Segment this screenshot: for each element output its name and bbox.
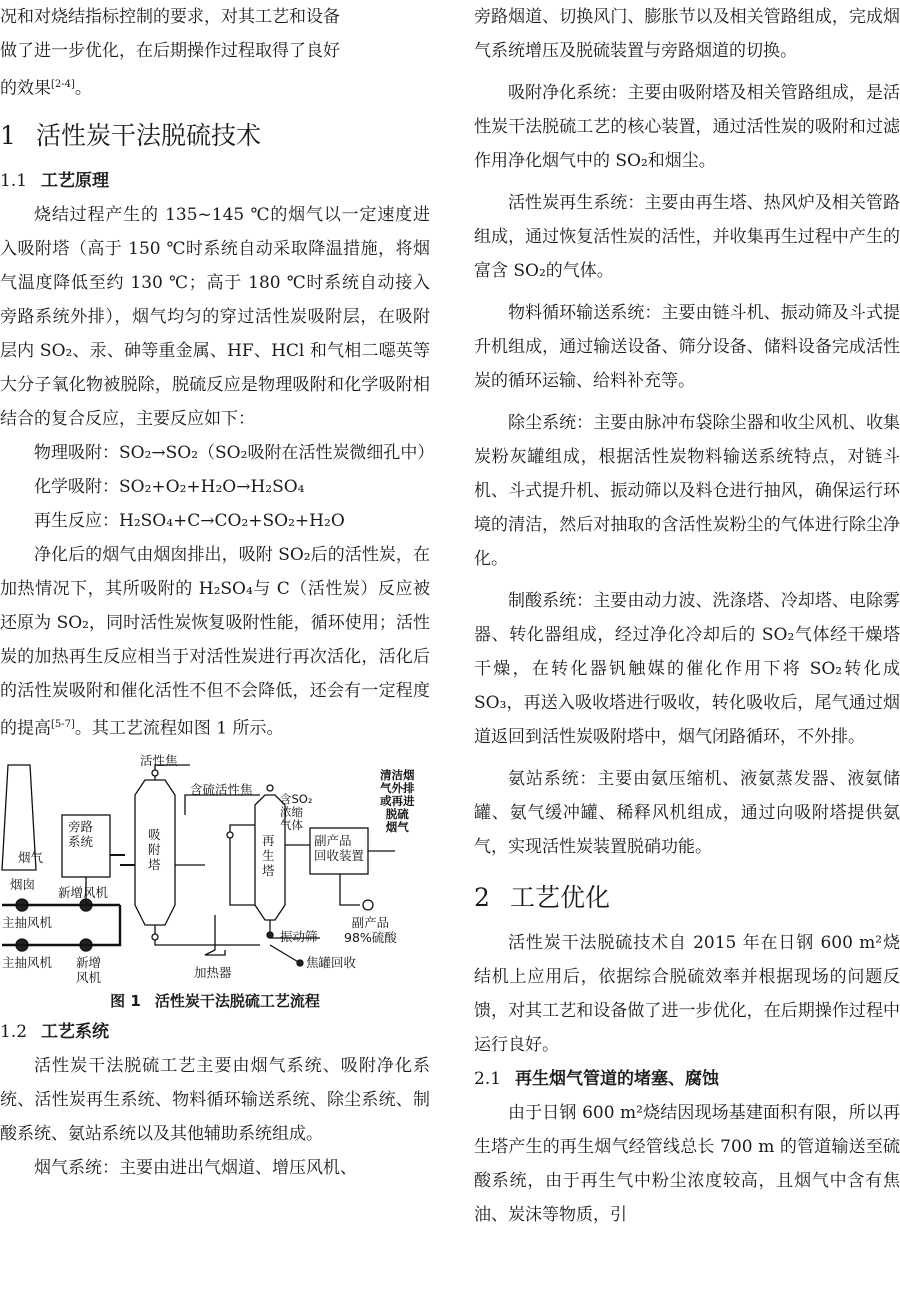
citation: [5-7] <box>51 718 75 730</box>
subsection-title: 工艺系统 <box>41 1022 110 1043</box>
valve-icon <box>227 832 233 838</box>
acid-out-line <box>340 874 360 905</box>
clean-gas-label: 清洁烟 气外排 或再进 脱硫 烟气 <box>380 768 415 835</box>
intro-paragraph <box>0 0 430 106</box>
subsection-number: 1.2 <box>0 1022 28 1043</box>
intro-line-2: 做了进一步优化，在后期操作过程取得了良好 <box>0 41 340 61</box>
byproduct-device-label: 副产品 回收装置 <box>314 833 365 864</box>
section-number: 2 <box>474 883 490 912</box>
heater-shape <box>205 915 225 955</box>
system-paragraph: 活性炭干法脱硫工艺主要由烟气系统、吸附净化系统、活性炭再生系统、物料循环输送系统、除尘系统、制酸系统、氨站系统以及其他辅助系统组成。 <box>0 1056 430 1145</box>
intro-line-3: 的效果 <box>0 78 51 99</box>
equation-chemical: 化学吸附：SO₂+O₂+H₂O→H₂SO₄ <box>34 476 305 497</box>
coke-recovery-label: 焦罐回收 <box>306 955 357 971</box>
intro-end: 。 <box>74 78 92 99</box>
subsection-number: 1.1 <box>0 170 28 191</box>
regen-tower-label: 再 生 塔 <box>262 833 275 879</box>
figure-number: 图 1 <box>110 992 141 1011</box>
citation: [2-4] <box>51 79 75 90</box>
subsection-number: 2.1 <box>474 1069 502 1089</box>
heater-hot-line <box>230 825 255 845</box>
section-1-heading <box>0 116 430 156</box>
section-title: 工艺优化 <box>510 883 611 912</box>
heater-return-line <box>230 845 255 905</box>
subsection-title: 再生烟气管道的堵塞、腐蚀 <box>515 1069 720 1089</box>
pump-icon <box>363 900 373 910</box>
optimization-paragraph: 活性炭干法脱硫技术自 2015 年在日钢 600 m²烧结机上应用后，依据综合脱硫效率并根据现场的问题反馈，对其工艺和设备做了进一步优化，在后期操作过程中运行良好。 <box>474 933 900 1055</box>
adsorber-outlet-line <box>155 925 260 945</box>
main-fan-label: 主抽风机 <box>2 955 53 971</box>
process-flow-figure <box>0 755 430 985</box>
adsorption-system-paragraph: 吸附净化系统：主要由吸附塔及相关管路组成，是活性炭干法脱硫工艺的核心装置，通过活性炭的吸附和过滤作用净化烟气中的 SO₂和烟尘。 <box>474 83 900 171</box>
acid-system-paragraph: 制酸系统：主要由动力波、洗涤塔、冷却塔、电除雾器、转化器组成，经过净化冷却后的 SO₂气体经干燥塔干燥，在转化器钒触媒的催化作用下将 SO₂转化成 SO₃，再送入吸收塔进行吸收，转化吸收后，尾气通过烟道返回到活性炭吸附塔中，烟气闭路循环，不外排。 <box>474 591 900 747</box>
bypass-label: 旁路 系统 <box>68 819 94 850</box>
valve-icon <box>267 785 273 791</box>
intro-line-1: 况和对烧结指标控制的要求，对其工艺和设备 <box>0 7 340 27</box>
right-column <box>474 0 900 1232</box>
equation-regeneration: 再生反应：H₂SO₄+C→CO₂+SO₂+H₂O <box>34 510 345 531</box>
regeneration-system-paragraph: 活性炭再生系统：主要由再生塔、热风炉及相关管路组成，通过恢复活性炭的活性，并收集再生过程中产生的富含 SO₂的气体。 <box>474 193 900 281</box>
purification-text: 净化后的烟气由烟囱排出，吸附 SO₂后的活性炭，在加热情况下，其所吸附的 H₂SO₄与 C（活性炭）反应被还原为 SO₂，同时活性炭恢复吸附性能，循环使用；活性炭的加热再生反应相当于对活性炭进行再次活化，活化后的活性炭吸附和催化活性不但不会降低，还会有一定程度的提高 <box>0 544 430 739</box>
section-1-1-heading <box>0 164 430 198</box>
so2-gas-label: 含SO₂ 浓缩 气体 <box>280 792 313 833</box>
section-number: 1 <box>0 120 16 150</box>
left-column <box>0 0 435 1185</box>
chimney-label: 烟囱 <box>10 877 36 893</box>
main-fan-label: 主抽风机 <box>2 915 53 931</box>
subsection-title: 工艺原理 <box>41 170 110 191</box>
section-title: 活性炭干法脱硫技术 <box>36 120 262 150</box>
vibrating-screen-label: 振动筛 <box>280 929 318 945</box>
material-system-paragraph: 物料循环输送系统：主要由链斗机、振动筛及斗式提升机组成，通过输送设备、筛分设备、储料设备完成活性炭的循环运输、给料补充等。 <box>474 303 900 391</box>
coke-recovery-icon <box>297 960 303 966</box>
active-coke-label: 活性焦 <box>140 753 178 769</box>
new-fan-label: 新增风机 <box>58 885 109 901</box>
flue-system-paragraph-cont: 旁路烟道、切换风门、膨胀节以及相关管路组成，完成烟气系统增压及脱硫装置与旁路烟道的切换。 <box>474 7 900 61</box>
principle-paragraph: 烧结过程产生的 135~145 ℃的烟气以一定速度进入吸附塔（高于 150 ℃时系统自动采取降温措施，将烟气温度降低至约 130 ℃；高于 180 ℃时系统自动接入旁路系统外排），烟气均匀的穿过活性炭吸附层，在吸附层内 SO₂、汞、砷等重金属、HF、HCl 和气相二噁英等大分子氧化物被脱除，脱硫反应是物理吸附和化学吸附相结合的复合反应，主要反应如下： <box>0 204 430 429</box>
sulfur-coke-label: 含硫活性焦 <box>190 782 253 798</box>
new-fan-label: 新增 风机 <box>76 955 102 986</box>
heater-label: 加热器 <box>194 965 232 981</box>
ammonia-system-paragraph: 氨站系统：主要由氨压缩机、液氨蒸发器、液氨储罐、氨气缓冲罐、稀释风机组成，通过向吸附塔提供氨气，实现活性炭装置脱硝功能。 <box>474 769 900 857</box>
purification-paragraph <box>0 538 430 746</box>
valve-icon <box>152 770 158 776</box>
figure-title: 活性炭干法脱硫工艺流程 <box>154 992 320 1011</box>
flue-gas-label: 烟气 <box>18 850 44 866</box>
section-1-2-heading <box>0 1015 430 1049</box>
adsorber-label: 吸 附 塔 <box>148 827 161 873</box>
flue-system-paragraph-start: 烟气系统：主要由进出气烟道、增压风机、 <box>34 1158 357 1179</box>
vibrating-screen-icon <box>267 932 273 938</box>
figure-caption <box>0 987 430 1015</box>
byproduct-label: 副产品 98%硫酸 <box>344 915 397 946</box>
valve-icon <box>152 934 158 940</box>
dust-system-paragraph: 除尘系统：主要由脉冲布袋除尘器和收尘风机、收集炭粉灰罐组成，根据活性炭物料输送系统特点，对链斗机、斗式提升机、振动筛以及料仓进行抽风，确保运行环境的清洁，然后对抽取的含活性炭粉尘的气体进行除尘净化。 <box>474 413 900 569</box>
blockage-paragraph: 由于日钢 600 m²烧结因现场基建面积有限，所以再生塔产生的再生烟气经管线总长 700 m 的管道输送至硫酸系统，由于再生气中粉尘浓度较高，且烟气中含有焦油、炭沫等物质，引 <box>474 1103 900 1225</box>
section-2-1-heading <box>474 1062 900 1096</box>
sulfur-coke-line <box>185 795 260 815</box>
section-2-heading <box>474 878 900 918</box>
equation-physical: 物理吸附：SO₂→SO₂（SO₂吸附在活性炭微细孔中） <box>34 442 435 463</box>
coke-recovery-line <box>270 945 300 963</box>
purification-end: 。其工艺流程如图 1 所示。 <box>74 718 284 739</box>
